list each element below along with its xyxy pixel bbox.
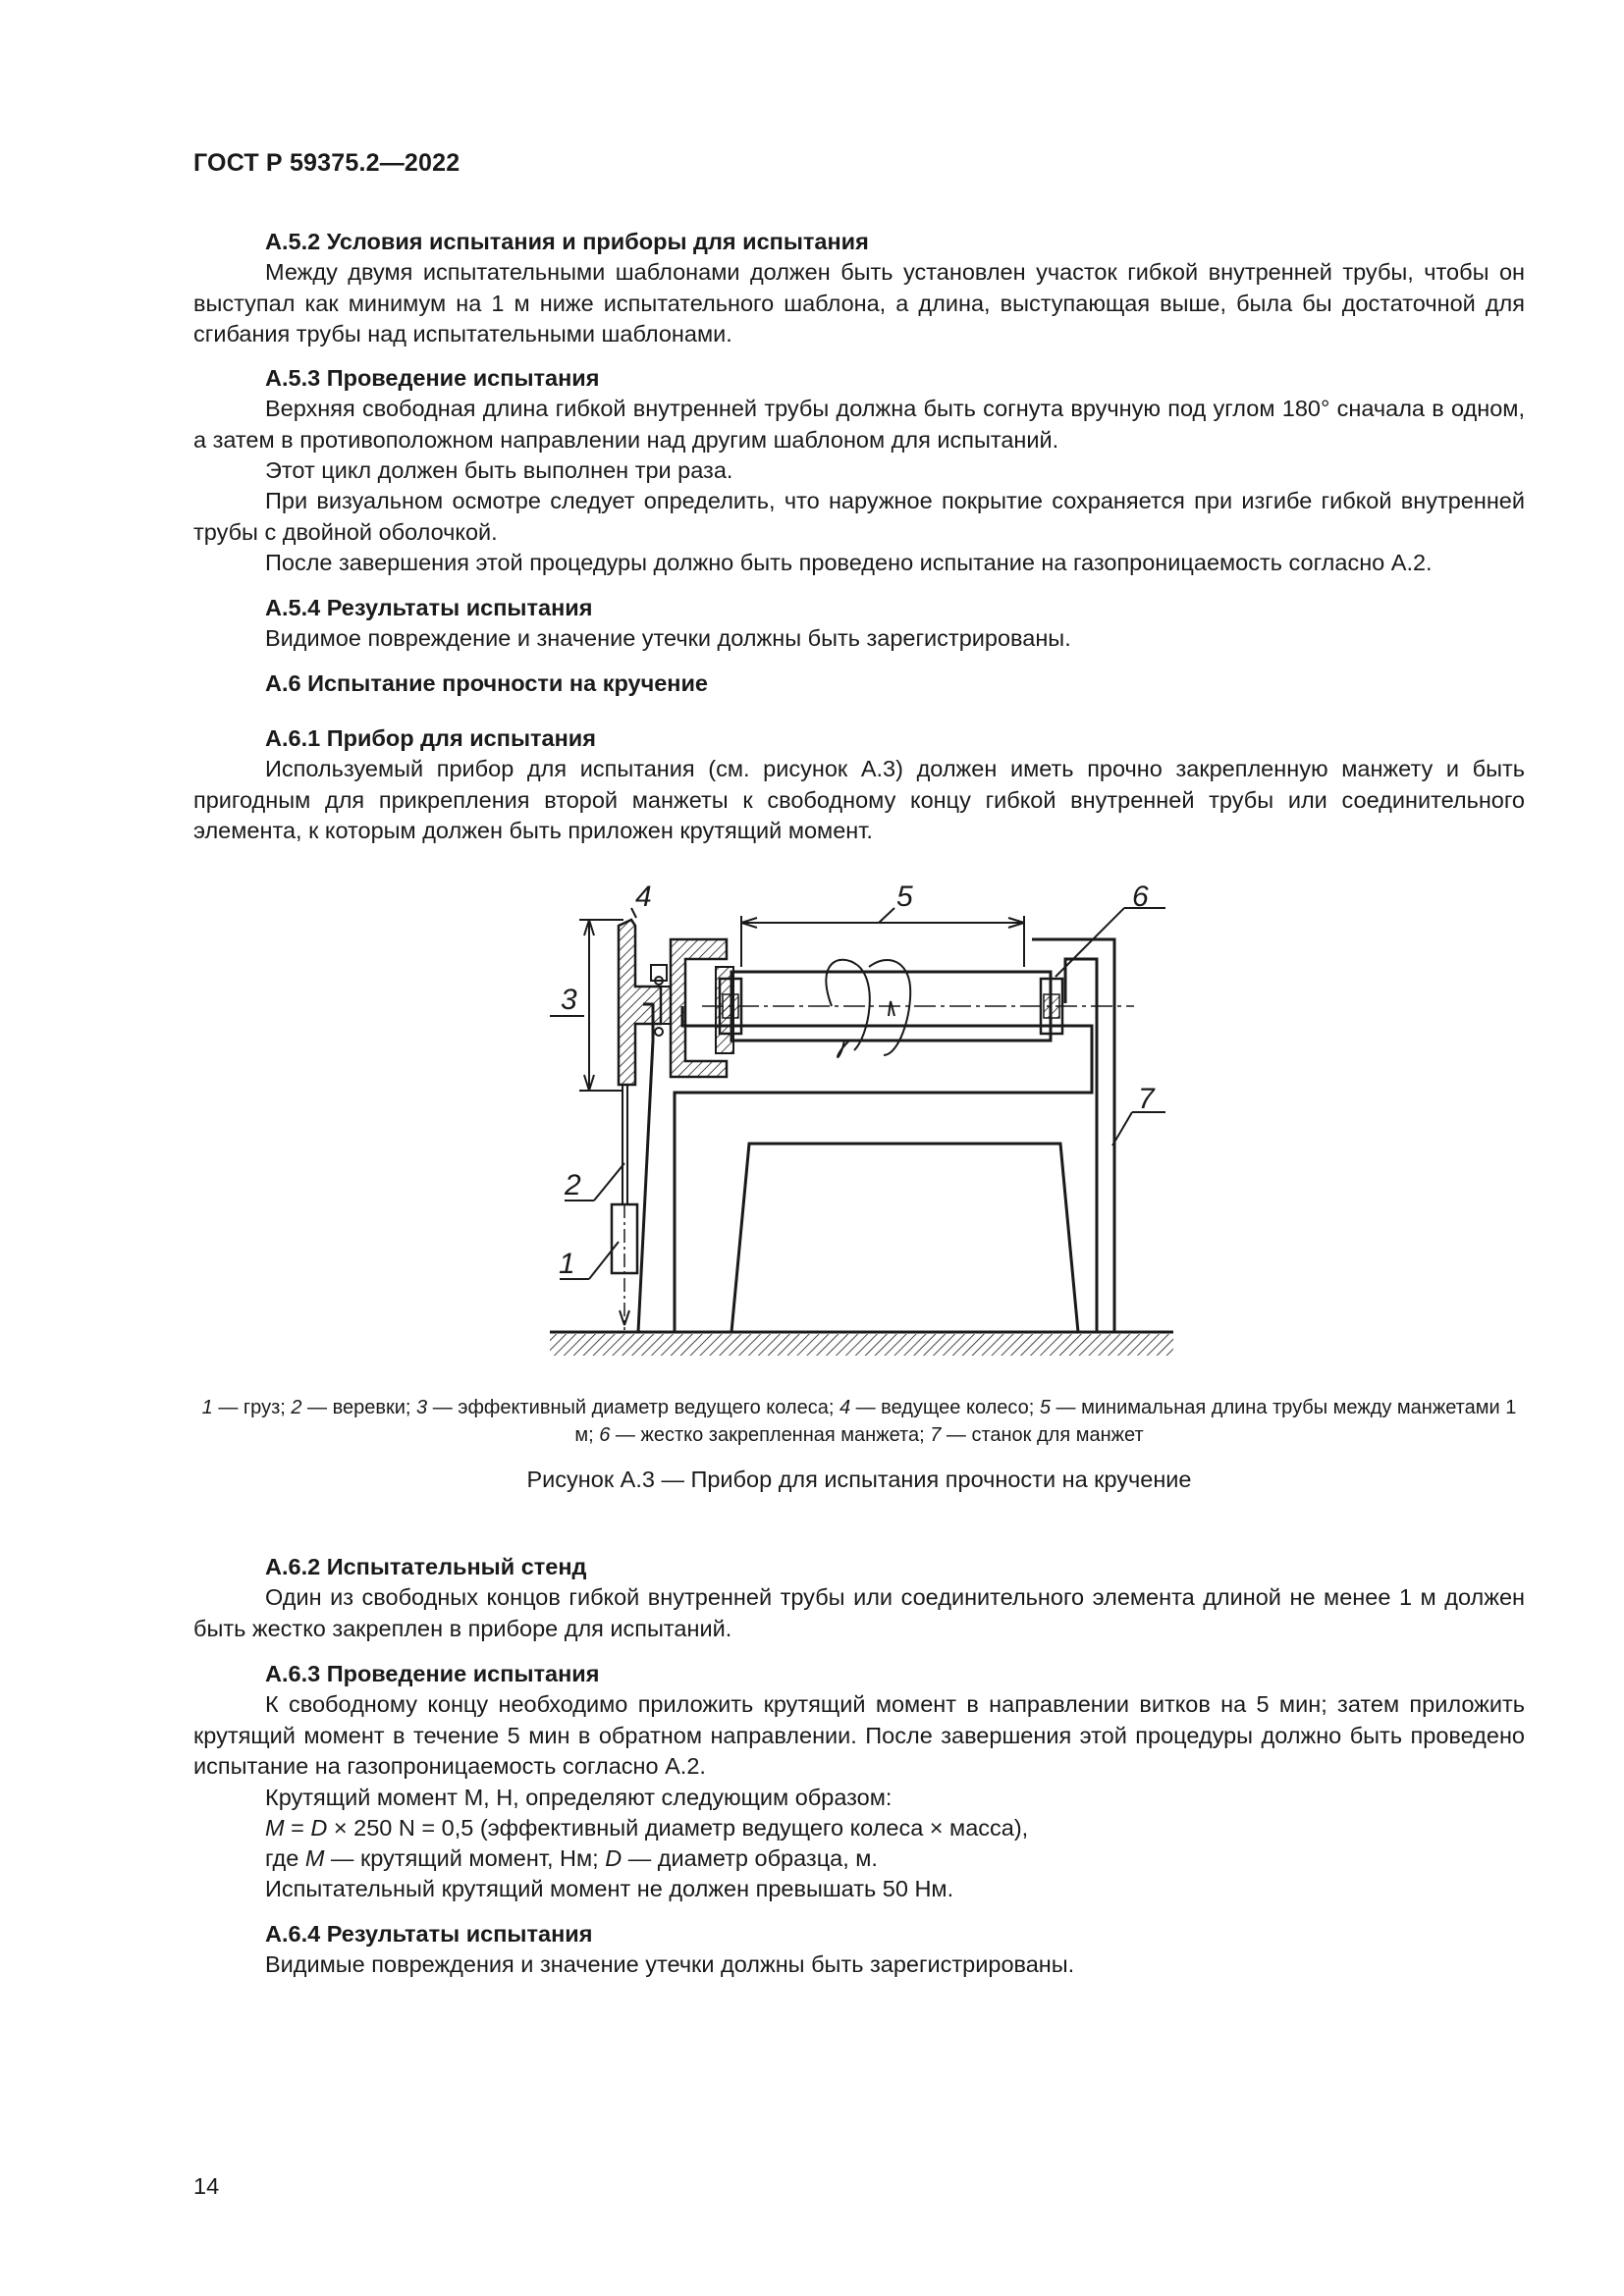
section-a64-title: А.6.4 Результаты испытания	[265, 1921, 593, 1947]
section-a53-title: А.5.3 Проведение испытания	[265, 365, 600, 391]
rope-and-weight	[612, 1085, 637, 1330]
figure-caption: Рисунок А.3 — Прибор для испытания прочности на кручение	[526, 1467, 1192, 1492]
where-text-3: — диаметр образца, м.	[622, 1845, 878, 1871]
drive-wheel	[619, 920, 671, 1085]
section-a62-title: А.6.2 Испытательный стенд	[265, 1554, 587, 1579]
callout-label-5: 5	[896, 881, 913, 913]
formula-symbol-m: M	[265, 1815, 285, 1841]
formula-symbol-d: D	[310, 1815, 328, 1841]
section-a53-paragraph-2: Этот цикл должен быть выполнен три раза.	[265, 457, 733, 483]
legend-text-4: — ведущее колесо;	[850, 1397, 1040, 1418]
legend-number-5: 5	[1039, 1397, 1051, 1418]
where-symbol-m: M	[304, 1845, 325, 1871]
formula-rest: × 250 N = 0,5 (эффективный диаметр ведущего колеса × масса),	[327, 1815, 1029, 1841]
section-a63-paragraph-5: Испытательный крутящий момент не должен превышать 50 Нм.	[265, 1876, 954, 1901]
callout-label-1: 1	[559, 1248, 575, 1280]
legend-text-5: — минимальная длина трубы между манжетами 1 м;	[574, 1397, 1517, 1446]
where-text-2: — крутящий момент, Нм;	[324, 1845, 606, 1871]
section-a64-text: Видимые повреждения и значение утечки должны быть зарегистрированы.	[265, 1951, 1075, 1977]
legend-number-7: 7	[930, 1424, 942, 1446]
section-a52-text: Между двумя испытательными шаблонами должен быть установлен участок гибкой внутренней трубы, чтобы он выступал как минимум на 1 м ниже испытательного шаблона, а длина, выступающая выше, была бы достаточной для сгибания трубы над испытательными шаблонами.	[193, 259, 1525, 347]
callout-label-6: 6	[1132, 881, 1149, 913]
document-header: ГОСТ Р 59375.2—2022	[193, 149, 460, 177]
section-a53-paragraph-1: Верхняя свободная длина гибкой внутренней трубы должна быть согнута вручную под углом 180° сначала в одном, а затем в противоположном направлении над другим шаблоном для испытаний.	[193, 396, 1525, 453]
section-a63-paragraph-2: Крутящий момент М, Н, определяют следующим образом:	[265, 1785, 893, 1810]
legend-text-6: — жестко закрепленная манжета;	[610, 1424, 931, 1446]
formula-where-line	[193, 1843, 1525, 1875]
torque-formula	[193, 1813, 1525, 1844]
section-a6-title: А.6 Испытание прочности на кручение	[265, 670, 708, 696]
callout-label-3: 3	[561, 984, 577, 1016]
section-a53-paragraph-3: При визуальном осмотре следует определить, что наружное покрытие сохраняется при изгибе гибкой внутренней трубы с двойной оболочкой.	[193, 488, 1525, 545]
figure-legend	[193, 1394, 1525, 1449]
callout-label-7: 7	[1138, 1083, 1155, 1115]
page-number: 14	[193, 2173, 220, 2199]
legend-text-2: — веревки;	[301, 1397, 417, 1418]
legend-text-7: — станок для манжет	[941, 1424, 1144, 1446]
section-a54-text: Видимое повреждение и значение утечки должны быть зарегистрированы.	[265, 625, 1071, 651]
legend-number-2: 2	[291, 1397, 302, 1418]
figure-torsion-test-device	[545, 869, 1183, 1379]
section-a61-text: Используемый прибор для испытания (см. рисунок А.3) должен иметь прочно закрепленную манжету и быть пригодным для прикрепления второй манжеты к свободному концу гибкой внутренней трубы или соединительного элемента, к которым должен быть приложен крутящий момент.	[193, 756, 1525, 843]
pipe-specimen	[702, 960, 1134, 1057]
section-a54-title: А.5.4 Результаты испытания	[265, 595, 593, 620]
legend-number-4: 4	[839, 1397, 851, 1418]
callout-label-4: 4	[635, 881, 652, 913]
section-a62-text: Один из свободных концов гибкой внутренней трубы или соединительного элемента длиной не менее 1 м должен быть жестко закреплен в приборе для испытаний.	[193, 1584, 1525, 1641]
section-a63-title: А.6.3 Проведение испытания	[265, 1661, 600, 1686]
section-a63-paragraph-1: К свободному концу необходимо приложить крутящий момент в направлении витков на 5 мин; затем приложить крутящий момент в течение 5 мин в обратном направлении. После завершения этой процедуры должно быть проведено испытание на газопроницаемость согласно А.2.	[193, 1691, 1525, 1779]
section-a52-title: А.5.2 Условия испытания и приборы для испытания	[265, 229, 869, 254]
legend-number-1: 1	[201, 1397, 213, 1418]
legend-text-1: — груз;	[212, 1397, 292, 1418]
legend-number-3: 3	[416, 1397, 428, 1418]
dimension-effective-diameter	[579, 920, 623, 1091]
formula-equals: =	[284, 1815, 311, 1841]
section-a61-title: А.6.1 Прибор для испытания	[265, 725, 596, 751]
ground-hatching	[550, 1332, 1173, 1356]
where-text-1: где	[265, 1845, 305, 1871]
legend-text-3: — эффективный диаметр ведущего колеса;	[427, 1397, 839, 1418]
where-symbol-d: D	[605, 1845, 623, 1871]
legend-number-6: 6	[599, 1424, 611, 1446]
section-a53-paragraph-4: После завершения этой процедуры должно быть проведено испытание на газопроницаемость согласно А.2.	[265, 550, 1433, 575]
callout-label-2: 2	[565, 1169, 581, 1201]
